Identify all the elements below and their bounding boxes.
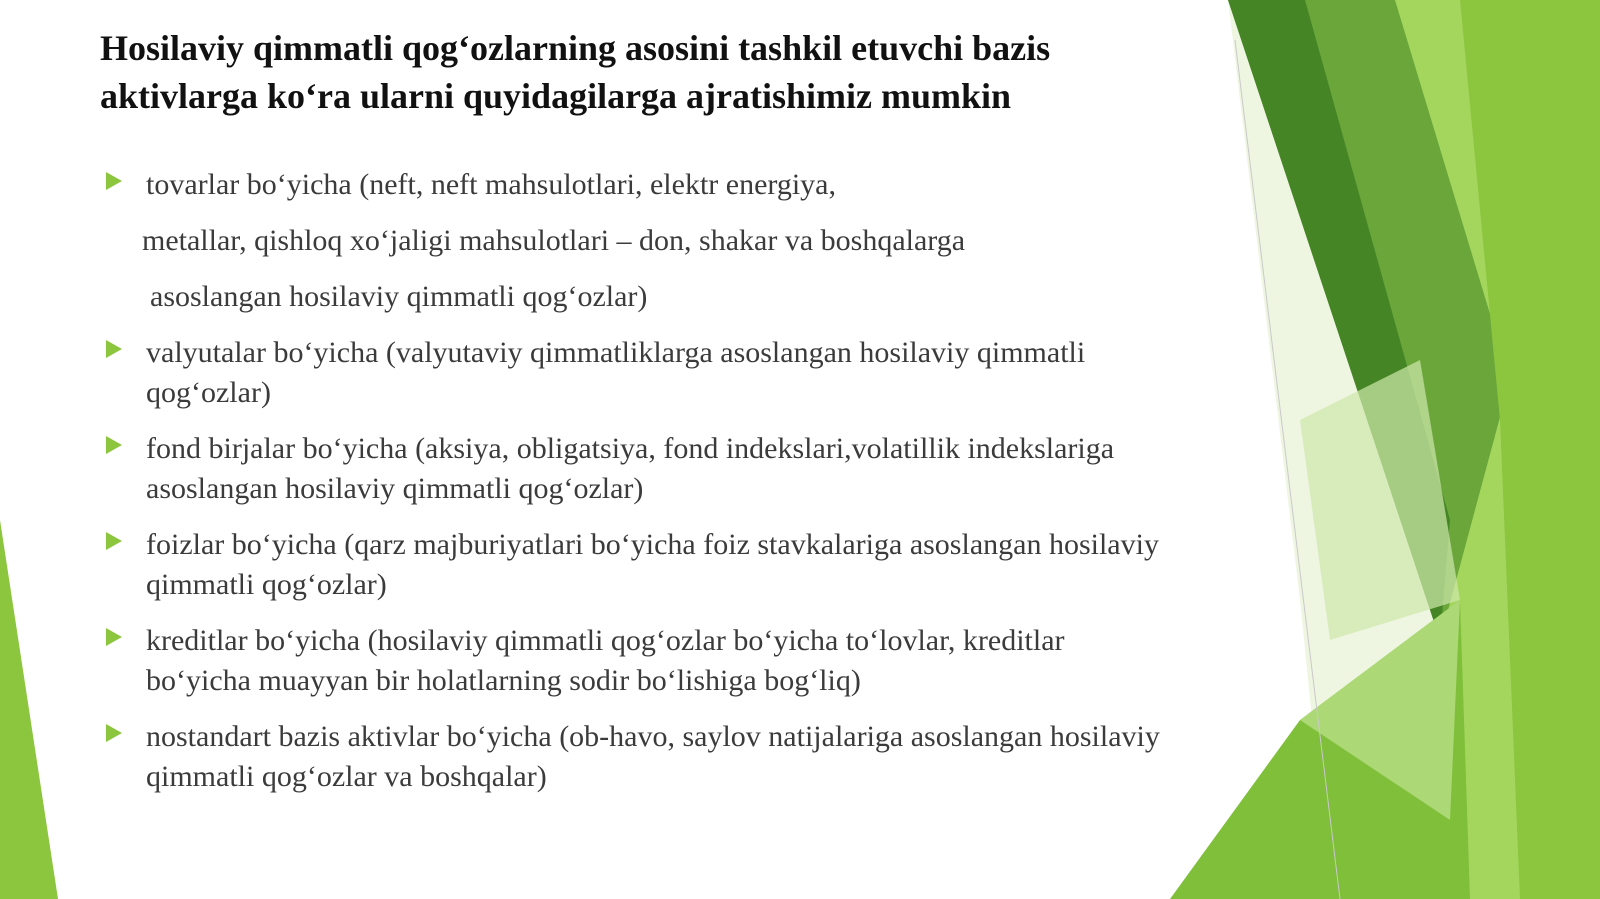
right-facet-bright	[1460, 0, 1600, 899]
slide-title-line-1: Hosilaviy qimmatli qog‘ozlarning asosini tashkil etuvchi bazis	[100, 28, 1051, 68]
left-accent-shape	[0, 520, 58, 899]
list-item-text: asoslangan hosilaviy qimmatli qog‘ozlar)	[146, 472, 644, 505]
list-item-text: foizlar bo‘yicha (qarz majburiyatlari bo‘yicha foiz stavkalariga asoslangan hosilaviy	[146, 528, 1159, 561]
bullet-arrow-icon	[106, 532, 122, 550]
list-item-text: metallar, qishloq xo‘jaligi mahsulotlari – don, shakar va boshqalarga	[142, 224, 966, 257]
bullet-arrow-icon	[106, 436, 122, 454]
bullet-arrow-icon	[106, 172, 122, 190]
list-item-text: asoslangan hosilaviy qimmatli qog‘ozlar)	[150, 280, 648, 313]
list-item-text: qimmatli qog‘ozlar)	[146, 568, 387, 601]
lower-right-facet-light	[1300, 600, 1460, 820]
list-item-text: qimmatli qog‘ozlar va boshqalar)	[146, 760, 547, 793]
mid-right-facet-pale	[1300, 360, 1460, 640]
bullet-list	[100, 0, 1300, 899]
list-item-text: valyutalar bo‘yicha (valyutaviy qimmatliklarga asoslangan hosilaviy qimmatli	[146, 336, 1086, 369]
bullet-arrow-icon	[106, 724, 122, 742]
list-item-text: fond birjalar bo‘yicha (aksiya, obligatsiya, fond indekslari,volatillik indekslariga	[146, 432, 1115, 465]
list-item-text: kreditlar bo‘yicha (hosilaviy qimmatli qog‘ozlar bo‘yicha to‘lovlar, kreditlar	[146, 624, 1065, 657]
slide-title-line-2: aktivlarga ko‘ra ularni quyidagilarga ajratishimiz mumkin	[100, 76, 1012, 116]
list-item-text: nostandart bazis aktivlar bo‘yicha (ob-havo, saylov natijalariga asoslangan hosilaviy	[146, 720, 1160, 753]
bullet-arrow-icon	[106, 628, 122, 646]
list-item-text: bo‘yicha muayyan bir holatlarning sodir bo‘lishiga bog‘liq)	[146, 664, 861, 697]
right-facet-light-green	[1395, 0, 1600, 899]
bullet-arrow-icon	[106, 340, 122, 358]
list-item-text: tovarlar bo‘yicha (neft, neft mahsulotlari, elektr energiya,	[146, 168, 836, 201]
list-item-text: qog‘ozlar)	[146, 376, 271, 409]
